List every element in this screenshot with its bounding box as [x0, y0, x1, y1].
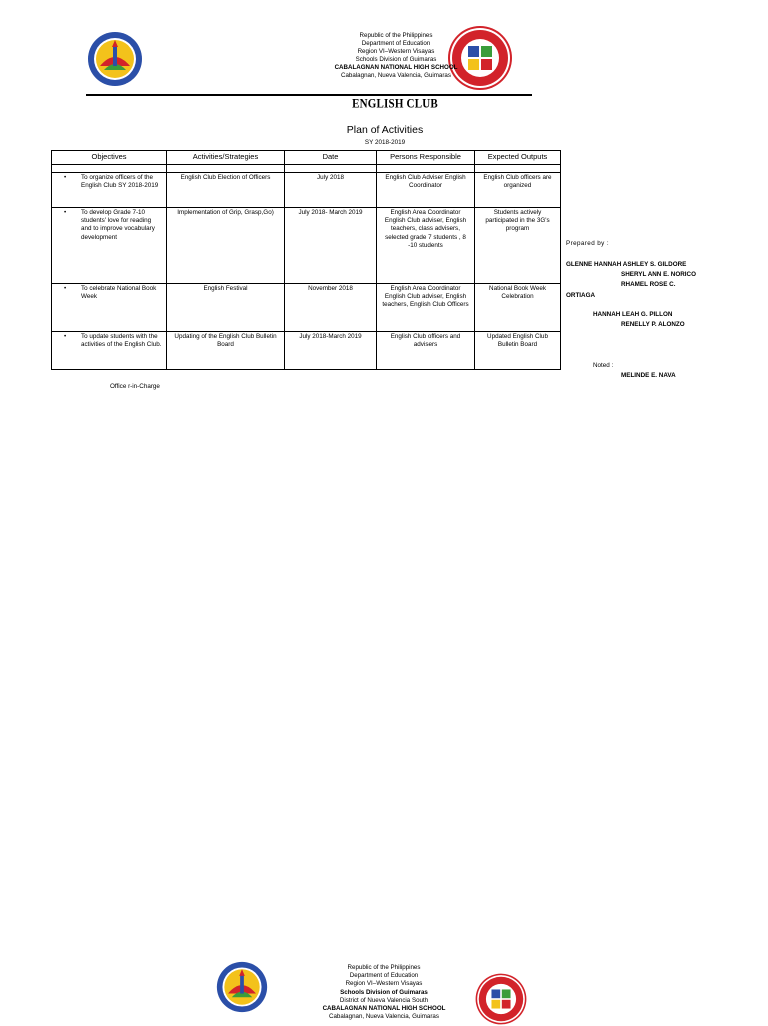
header-school-name: CABALAGNAN NATIONAL HIGH SCHOOL — [334, 64, 458, 71]
signatory-name: GLENNE HANNAH ASHLEY S. GILDORE — [566, 261, 687, 268]
footer-line: Department of Education — [349, 972, 419, 980]
date-cell: July 2018 — [285, 173, 377, 208]
footer-school-name: CABALAGNAN NATIONAL HIGH SCHOOL — [322, 1005, 446, 1013]
office-in-charge: Office r-in-Charge — [110, 383, 160, 390]
signatory-name: HANNAH LEAH G. PILLON — [593, 311, 673, 318]
bullet-icon: • — [64, 333, 67, 340]
header-line: Republic of the Philippines — [359, 32, 433, 39]
persons-cell: English Club officers and advisers — [377, 332, 475, 370]
signatory-name: ORTIAGA — [566, 292, 596, 299]
bullet-icon: • — [64, 209, 67, 216]
objective-cell: • To develop Grade 7-10 students' love for reading and to improve vocabulary development — [52, 208, 167, 284]
header-line: Schools Division of Guimaras — [355, 56, 437, 63]
bullet-icon: • — [64, 285, 67, 292]
footer-line: District of Nueva Valencia South — [339, 996, 429, 1004]
header-persons: Persons Responsible — [377, 151, 475, 165]
footer-line: Region VI–Western Visayas — [345, 980, 423, 988]
table-row — [52, 284, 561, 332]
footer-line: Schools Division of Guimaras — [340, 988, 428, 996]
activity-cell: Implementation of Grip, Grasp,Go) — [167, 208, 285, 284]
header-activities: Activities/Strategies — [167, 151, 285, 165]
signatory-name: RHAMEL ROSE C. — [621, 281, 676, 288]
output-cell: English Club officers are organized — [475, 173, 561, 208]
table-row — [52, 332, 561, 370]
date-cell: July 2018-March 2019 — [285, 332, 377, 370]
signatory-name: RENELLY P. ALONZO — [621, 321, 685, 328]
persons-cell: English Club Adviser English Coordinator — [377, 173, 475, 208]
persons-cell: English Area Coordinator English Club adviser, English teachers, class advisers, selected grade 7 students , 8 -10 students — [377, 208, 475, 284]
plan-title: Plan of Activities — [346, 124, 424, 136]
activity-cell: English Festival — [167, 284, 285, 332]
footer-line: Republic of the Philippines — [347, 964, 421, 971]
output-cell: National Book Week Celebration — [475, 284, 561, 332]
header-objectives: Objectives — [52, 151, 167, 165]
header-line: Department of Education — [361, 40, 431, 47]
objective-cell: • To celebrate National Book Week — [52, 284, 167, 332]
table-header-row — [52, 151, 561, 165]
date-cell: November 2018 — [285, 284, 377, 332]
school-seal-footer — [474, 972, 528, 1026]
school-year: SY 2018-2019 — [364, 139, 406, 146]
persons-cell: English Area Coordinator English Club adviser, English teachers, English Club Officers — [377, 284, 475, 332]
date-cell: July 2018- March 2019 — [285, 208, 377, 284]
table-row — [52, 173, 561, 208]
bullet-icon: • — [64, 174, 67, 181]
header-line: Cabalagnan, Nueva Valencia, Guimaras — [341, 72, 451, 79]
club-title: ENGLISH CLUB — [352, 97, 438, 111]
deped-seal-header — [86, 30, 144, 88]
activity-cell: English Club Election of Officers — [167, 173, 285, 208]
noted-name: MELINDE E. NAVA — [621, 372, 676, 379]
output-cell: Students actively participated in the 3G's program — [475, 208, 561, 284]
output-cell: Updated English Club Bulletin Board — [475, 332, 561, 370]
deped-seal-footer — [215, 960, 269, 1014]
header-outputs: Expected Outputs — [475, 151, 561, 165]
header-letterhead — [281, 32, 511, 80]
signatory-name: SHERYL ANN E. NORICO — [621, 271, 696, 278]
header-line: Region VI–Western Visayas — [357, 48, 435, 55]
prepared-by-label: Prepared by : — [566, 240, 610, 247]
objective-cell: • To update students with the activities of the English Club. — [52, 332, 167, 370]
objective-cell: • To organize officers of the English Club SY 2018-2019 — [52, 173, 167, 208]
activities-table — [51, 150, 561, 370]
footer-line: Cabalagnan, Nueva Valencia, Guimaras — [329, 1013, 439, 1021]
noted-label: Noted : — [593, 362, 614, 369]
footer-letterhead — [264, 964, 504, 1021]
table-row — [52, 208, 561, 284]
activity-cell: Updating of the English Club Bulletin Board — [167, 332, 285, 370]
header-date: Date — [285, 151, 377, 165]
header-divider — [86, 94, 532, 96]
table-spacer-row — [52, 165, 561, 173]
